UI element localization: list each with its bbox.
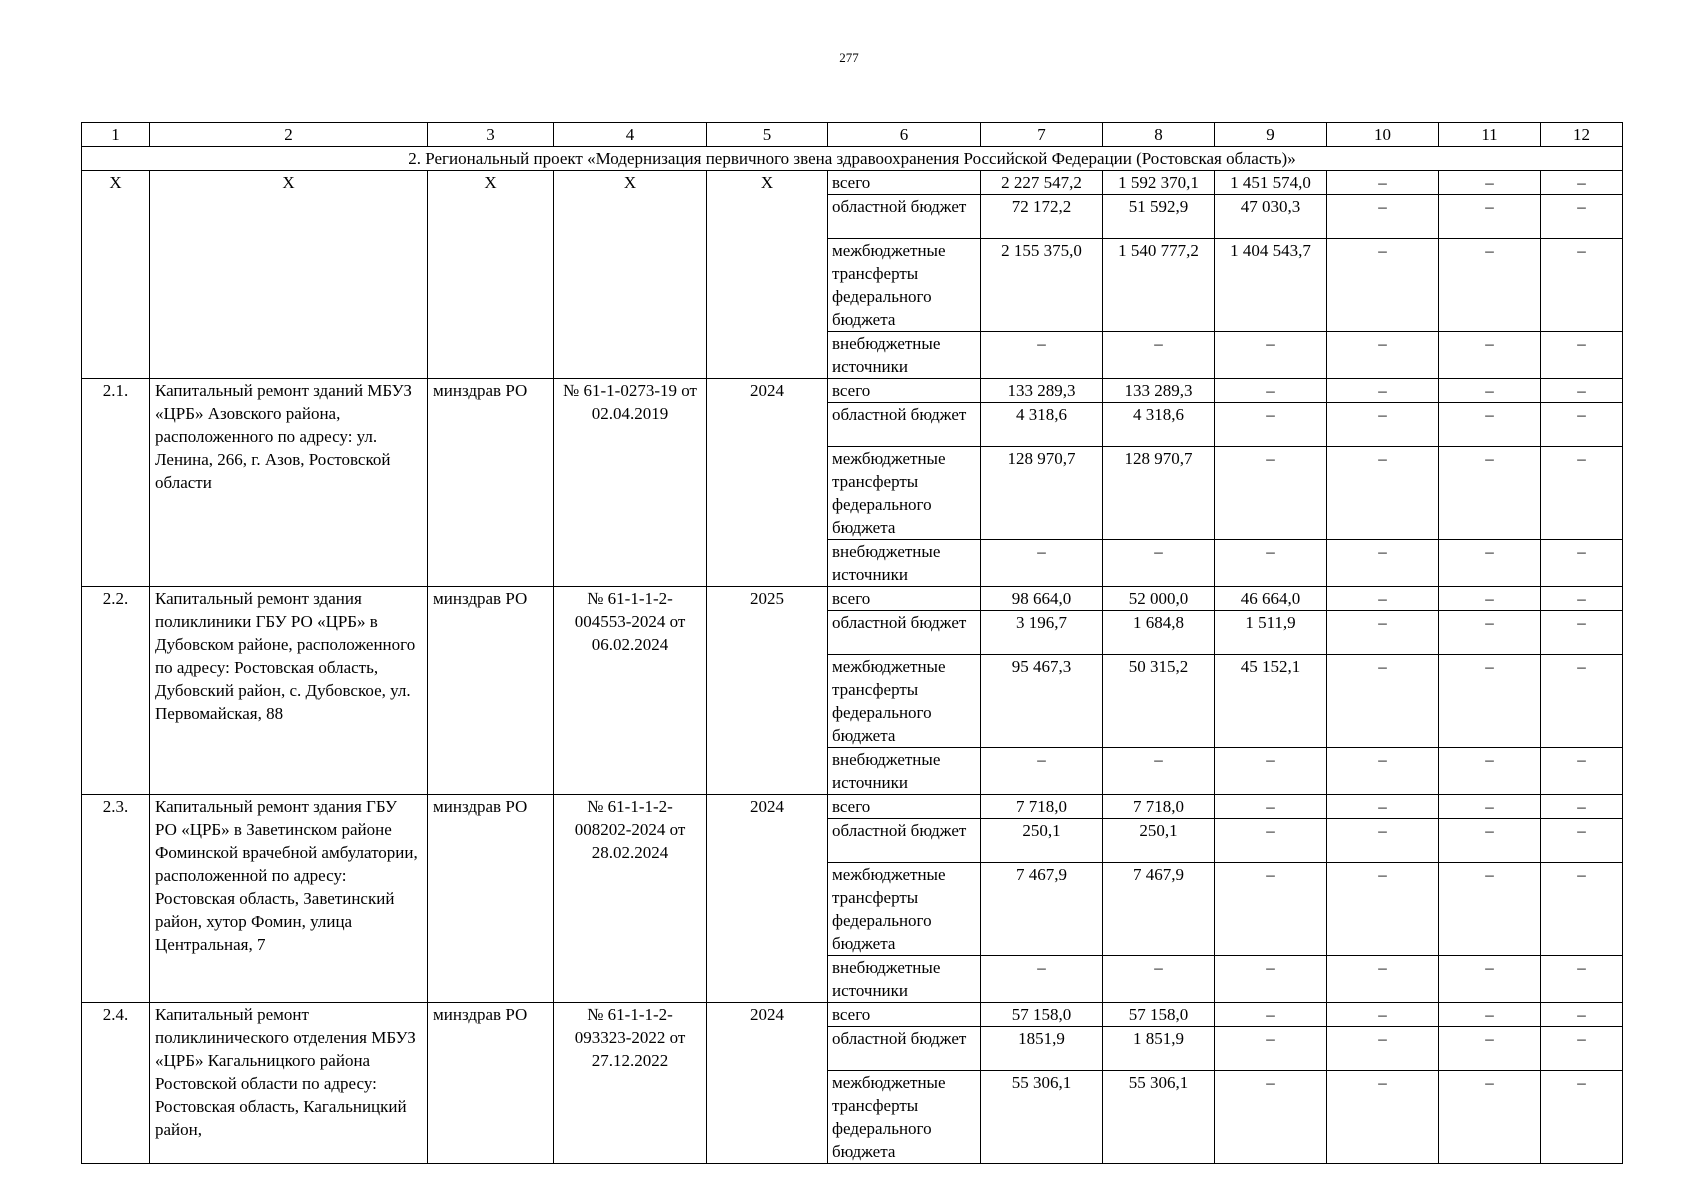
value-cell: –	[1327, 379, 1439, 403]
item-year: 2024	[707, 1003, 828, 1164]
value-cell: –	[1327, 540, 1439, 587]
item-year: 2024	[707, 379, 828, 587]
value-cell: 55 306,1	[981, 1071, 1103, 1164]
budget-source-label: областной бюджет	[828, 403, 981, 447]
value-cell: –	[1215, 332, 1327, 379]
table-row	[82, 171, 1623, 195]
table-row	[82, 587, 1623, 611]
value-cell: –	[1439, 795, 1541, 819]
value-cell: –	[1541, 447, 1623, 540]
value-cell: 46 664,0	[1215, 587, 1327, 611]
value-cell: –	[1541, 956, 1623, 1003]
value-cell: –	[1541, 195, 1623, 239]
table-row	[82, 795, 1623, 819]
value-cell: –	[1541, 171, 1623, 195]
value-cell: –	[1439, 819, 1541, 863]
value-cell: 133 289,3	[981, 379, 1103, 403]
summary-mark: X	[707, 171, 828, 379]
value-cell: –	[1439, 1027, 1541, 1071]
value-cell: –	[1327, 863, 1439, 956]
budget-source-label: межбюджетные трансферты федерального бюджета	[828, 239, 981, 332]
value-cell: –	[1541, 587, 1623, 611]
value-cell: 72 172,2	[981, 195, 1103, 239]
value-cell: –	[1541, 819, 1623, 863]
budget-source-label: межбюджетные трансферты федерального бюджета	[828, 655, 981, 748]
value-cell: –	[1439, 195, 1541, 239]
item-responsible: минздрав РО	[428, 1003, 554, 1164]
value-cell: –	[1439, 1071, 1541, 1164]
value-cell: –	[1439, 540, 1541, 587]
value-cell: –	[1541, 540, 1623, 587]
value-cell: –	[1327, 195, 1439, 239]
item-year: 2024	[707, 795, 828, 1003]
summary-mark: X	[82, 171, 150, 379]
item-document: № 61-1-1-2-008202-2024 от 28.02.2024	[554, 795, 707, 1003]
value-cell: –	[1215, 447, 1327, 540]
value-cell: –	[1215, 863, 1327, 956]
budget-source-label: областной бюджет	[828, 611, 981, 655]
value-cell: –	[1327, 795, 1439, 819]
summary-mark: X	[428, 171, 554, 379]
budget-source-label: всего	[828, 379, 981, 403]
column-header: 2	[150, 123, 428, 147]
value-cell: –	[1327, 447, 1439, 540]
budget-source-label: межбюджетные трансферты федерального бюджета	[828, 1071, 981, 1164]
budget-source-label: внебюджетные источники	[828, 332, 981, 379]
value-cell: –	[1215, 1071, 1327, 1164]
item-name: Капитальный ремонт здания ГБУ РО «ЦРБ» в Заветинском районе Фоминской врачебной амбулатории, расположенной по адресу: Ростовская область, Заветинский район, хутор Фомин, улица Центральная, 7	[150, 795, 428, 1003]
budget-table	[81, 122, 1623, 1164]
value-cell: 7 467,9	[981, 863, 1103, 956]
value-cell: 47 030,3	[1215, 195, 1327, 239]
value-cell: –	[1439, 379, 1541, 403]
value-cell: –	[1215, 1027, 1327, 1071]
value-cell: –	[1103, 332, 1215, 379]
value-cell: –	[981, 748, 1103, 795]
value-cell: 52 000,0	[1103, 587, 1215, 611]
value-cell: –	[1439, 447, 1541, 540]
value-cell: –	[1215, 379, 1327, 403]
value-cell: –	[1103, 540, 1215, 587]
column-header: 10	[1327, 123, 1439, 147]
value-cell: –	[1541, 863, 1623, 956]
value-cell: 51 592,9	[1103, 195, 1215, 239]
value-cell: –	[1541, 379, 1623, 403]
value-cell: 95 467,3	[981, 655, 1103, 748]
budget-source-label: всего	[828, 795, 981, 819]
column-header: 1	[82, 123, 150, 147]
item-name: Капитальный ремонт зданий МБУЗ «ЦРБ» Азовского района, расположенного по адресу: ул. Ленина, 266, г. Азов, Ростовской области	[150, 379, 428, 587]
item-responsible: минздрав РО	[428, 587, 554, 795]
value-cell: –	[1327, 956, 1439, 1003]
value-cell: 3 196,7	[981, 611, 1103, 655]
value-cell: –	[981, 540, 1103, 587]
budget-source-label: всего	[828, 587, 981, 611]
item-number: 2.1.	[82, 379, 150, 587]
table-row	[82, 1003, 1623, 1027]
item-document: № 61-1-1-2-004553-2024 от 06.02.2024	[554, 587, 707, 795]
value-cell: –	[1541, 748, 1623, 795]
value-cell: –	[1541, 239, 1623, 332]
budget-source-label: межбюджетные трансферты федерального бюджета	[828, 447, 981, 540]
value-cell: –	[1541, 403, 1623, 447]
summary-mark: X	[554, 171, 707, 379]
value-cell: 1 684,8	[1103, 611, 1215, 655]
value-cell: –	[1215, 540, 1327, 587]
budget-source-label: областной бюджет	[828, 819, 981, 863]
summary-mark: X	[150, 171, 428, 379]
value-cell: –	[1215, 403, 1327, 447]
item-responsible: минздрав РО	[428, 795, 554, 1003]
column-header-row	[82, 123, 1623, 147]
value-cell: 7 467,9	[1103, 863, 1215, 956]
value-cell: –	[1327, 239, 1439, 332]
item-name: Капитальный ремонт здания поликлиники ГБУ РО «ЦРБ» в Дубовском районе, расположенного по адресу: Ростовская область, Дубовский район, с. Дубовское, ул. Первомайская, 88	[150, 587, 428, 795]
item-name: Капитальный ремонт поликлинического отделения МБУЗ «ЦРБ» Кагальницкого района Ростовской области по адресу: Ростовская область, Кагальницкий район,	[150, 1003, 428, 1164]
value-cell: 4 318,6	[981, 403, 1103, 447]
value-cell: 7 718,0	[1103, 795, 1215, 819]
value-cell: 98 664,0	[981, 587, 1103, 611]
item-document: № 61-1-1-2-093323-2022 от 27.12.2022	[554, 1003, 707, 1164]
value-cell: –	[1215, 748, 1327, 795]
item-number: 2.3.	[82, 795, 150, 1003]
value-cell: 2 155 375,0	[981, 239, 1103, 332]
column-header: 11	[1439, 123, 1541, 147]
value-cell: 57 158,0	[981, 1003, 1103, 1027]
value-cell: –	[1439, 956, 1541, 1003]
value-cell: 250,1	[981, 819, 1103, 863]
value-cell: –	[1439, 655, 1541, 748]
budget-source-label: областной бюджет	[828, 195, 981, 239]
value-cell: –	[1327, 332, 1439, 379]
item-responsible: минздрав РО	[428, 379, 554, 587]
column-header: 12	[1541, 123, 1623, 147]
section-title: 2. Региональный проект «Модернизация первичного звена здравоохранения Российской Федерации (Ростовская область)»	[82, 147, 1623, 171]
value-cell: 7 718,0	[981, 795, 1103, 819]
value-cell: 57 158,0	[1103, 1003, 1215, 1027]
value-cell: 133 289,3	[1103, 379, 1215, 403]
value-cell: –	[1541, 1003, 1623, 1027]
value-cell: –	[981, 332, 1103, 379]
value-cell: –	[1103, 956, 1215, 1003]
value-cell: –	[1215, 795, 1327, 819]
value-cell: 4 318,6	[1103, 403, 1215, 447]
value-cell: –	[1327, 611, 1439, 655]
value-cell: –	[1327, 403, 1439, 447]
section-title-row	[82, 147, 1623, 171]
value-cell: 1 851,9	[1103, 1027, 1215, 1071]
budget-source-label: всего	[828, 171, 981, 195]
budget-source-label: внебюджетные источники	[828, 748, 981, 795]
value-cell: –	[1215, 956, 1327, 1003]
value-cell: –	[1541, 611, 1623, 655]
value-cell: –	[1327, 1003, 1439, 1027]
value-cell: –	[1439, 332, 1541, 379]
column-header: 4	[554, 123, 707, 147]
value-cell: 1851,9	[981, 1027, 1103, 1071]
value-cell: 250,1	[1103, 819, 1215, 863]
value-cell: –	[1439, 171, 1541, 195]
value-cell: –	[1439, 611, 1541, 655]
value-cell: –	[1541, 655, 1623, 748]
item-number: 2.4.	[82, 1003, 150, 1164]
budget-source-label: всего	[828, 1003, 981, 1027]
value-cell: –	[1541, 1027, 1623, 1071]
value-cell: 1 592 370,1	[1103, 171, 1215, 195]
value-cell: 50 315,2	[1103, 655, 1215, 748]
value-cell: –	[1327, 587, 1439, 611]
value-cell: –	[1439, 403, 1541, 447]
budget-source-label: внебюджетные источники	[828, 540, 981, 587]
value-cell: –	[1327, 748, 1439, 795]
column-header: 5	[707, 123, 828, 147]
value-cell: –	[981, 956, 1103, 1003]
page-number: 277	[839, 50, 859, 65]
value-cell: –	[1215, 819, 1327, 863]
value-cell: –	[1439, 863, 1541, 956]
value-cell: 128 970,7	[1103, 447, 1215, 540]
column-header: 9	[1215, 123, 1327, 147]
value-cell: 2 227 547,2	[981, 171, 1103, 195]
item-year: 2025	[707, 587, 828, 795]
budget-source-label: внебюджетные источники	[828, 956, 981, 1003]
value-cell: –	[1439, 1003, 1541, 1027]
column-header: 7	[981, 123, 1103, 147]
column-header: 6	[828, 123, 981, 147]
value-cell: –	[1327, 655, 1439, 748]
value-cell: –	[1541, 795, 1623, 819]
budget-source-label: межбюджетные трансферты федерального бюджета	[828, 863, 981, 956]
column-header: 3	[428, 123, 554, 147]
value-cell: –	[1327, 171, 1439, 195]
column-header: 8	[1103, 123, 1215, 147]
value-cell: –	[1215, 1003, 1327, 1027]
item-document: № 61-1-0273-19 от 02.04.2019	[554, 379, 707, 587]
value-cell: 128 970,7	[981, 447, 1103, 540]
item-number: 2.2.	[82, 587, 150, 795]
value-cell: –	[1541, 1071, 1623, 1164]
value-cell: 1 404 543,7	[1215, 239, 1327, 332]
value-cell: 1 511,9	[1215, 611, 1327, 655]
value-cell: –	[1439, 587, 1541, 611]
value-cell: –	[1439, 239, 1541, 332]
value-cell: 55 306,1	[1103, 1071, 1215, 1164]
value-cell: –	[1327, 819, 1439, 863]
value-cell: –	[1103, 748, 1215, 795]
table-row	[82, 379, 1623, 403]
value-cell: –	[1541, 332, 1623, 379]
value-cell: 1 451 574,0	[1215, 171, 1327, 195]
value-cell: 45 152,1	[1215, 655, 1327, 748]
budget-source-label: областной бюджет	[828, 1027, 981, 1071]
value-cell: –	[1327, 1027, 1439, 1071]
value-cell: –	[1327, 1071, 1439, 1164]
value-cell: –	[1439, 748, 1541, 795]
value-cell: 1 540 777,2	[1103, 239, 1215, 332]
